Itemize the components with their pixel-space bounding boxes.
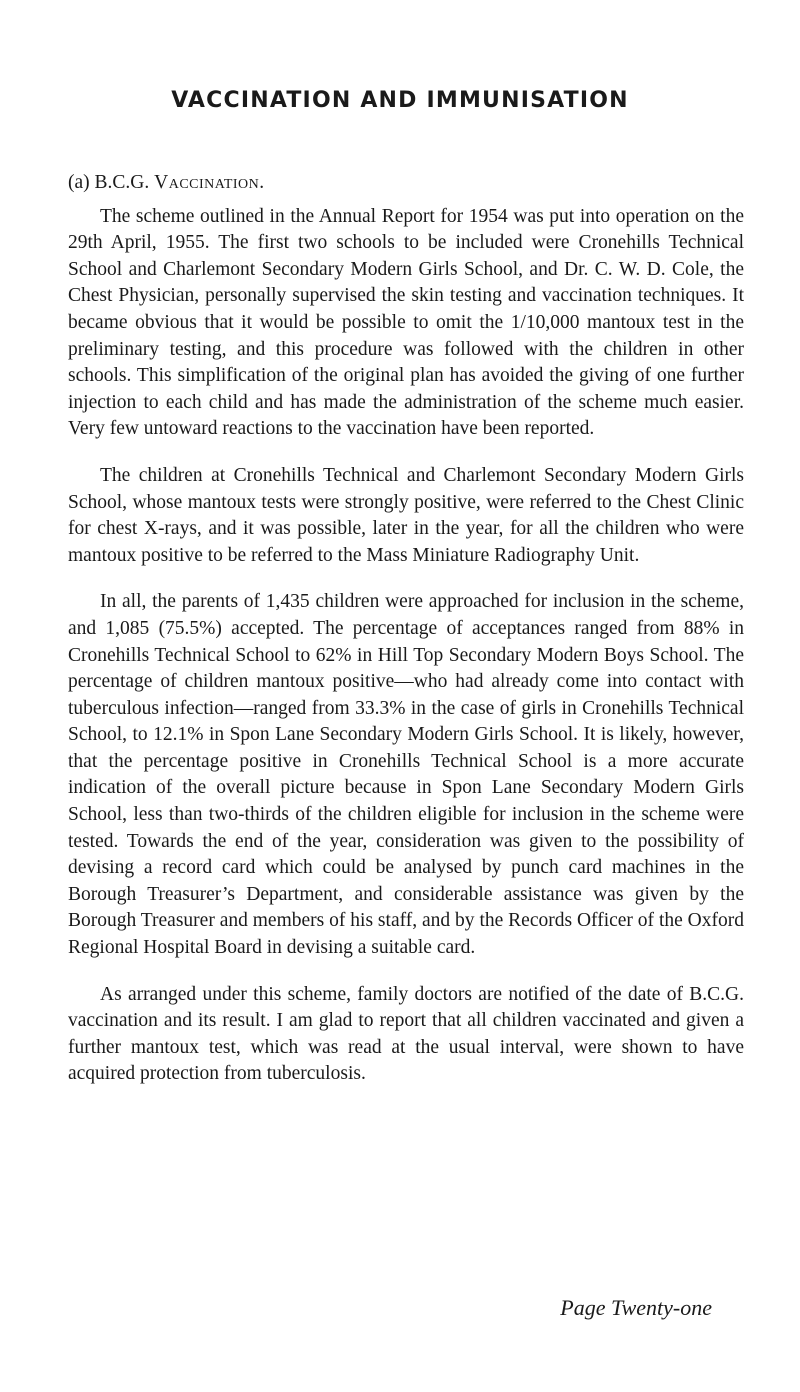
section-heading-abbrev: B.C.G. xyxy=(94,172,150,193)
paragraph-4: As arranged under this scheme, family doctors are notified of the date of B.C.G. vaccination and its result. I am glad to report that all children vaccinated and given a further mantoux test, which was read at the usual interval, were shown to have acquired protection from tuberculosis. xyxy=(68,983,744,1085)
paragraph-1: The scheme outlined in the Annual Report for 1954 was put into operation on the 29th April, 1955. The first two schools to be included were Cronehills Technical School and Charlemont Secondary Modern Girls School, and Dr. C. W. D. Cole, the Chest Physician, personally supervised the skin testing and vaccination techniques. It became obvious that it would be possible to omit the 1/10,000 mantoux test in the preliminary testing, and this procedure was followed with the children in other schools. This simplification of the original plan has avoided the giving of one further injection to each child and has made the administration of the scheme much easier. Very few untoward reactions to the vaccination have been reported. xyxy=(68,205,744,440)
page-title: VACCINATION AND IMMUNISATION xyxy=(171,88,629,113)
paragraph-3: In all, the parents of 1,435 children were approached for inclusion in the scheme, and 1,085 (75.5%) accepted. The percentage of acceptances ranged from 88% in Cronehills Technical School to 62% in Hill Top Secondary Modern Boys School. The percentage of children mantoux positive—who had already come into contact with tuberculous infection—ranged from 33.3% in the case of girls in Cronehills Technical School, to 12.1% in Spon Lane Secondary Modern Girls School. It is likely, however, that the percentage positive in Cronehills Technical School is a more accurate indication of the overall picture because in Spon Lane Secondary Modern Girls School, less than two-thirds of the children eligible for inclusion in the scheme were tested. Towards the end of the year, consideration was given to the possibility of devising a record card which could be analysed by punch card machines in the Borough Treasurer’s Department, and considerable assistance was given by the Borough Treasurer and members of his staff, and by the Records Officer of the Oxford Regional Hospital Board in devising a suitable card. xyxy=(68,591,744,959)
section-heading-title: Vaccination. xyxy=(154,172,265,193)
section-heading xyxy=(68,170,744,197)
paragraph-2: The children at Cronehills Technical and Charlemont Secondary Modern Girls School, whose mantoux tests were strongly positive, were referred to the Chest Clinic for chest X-rays, and it was possible, later in the year, for all the children who were mantoux positive to be referred to the Mass Miniature Radiography Unit. xyxy=(68,464,744,566)
page-number: Page Twenty-one xyxy=(560,1295,712,1320)
document-body xyxy=(68,170,744,1108)
section-label: (a) xyxy=(68,172,90,193)
